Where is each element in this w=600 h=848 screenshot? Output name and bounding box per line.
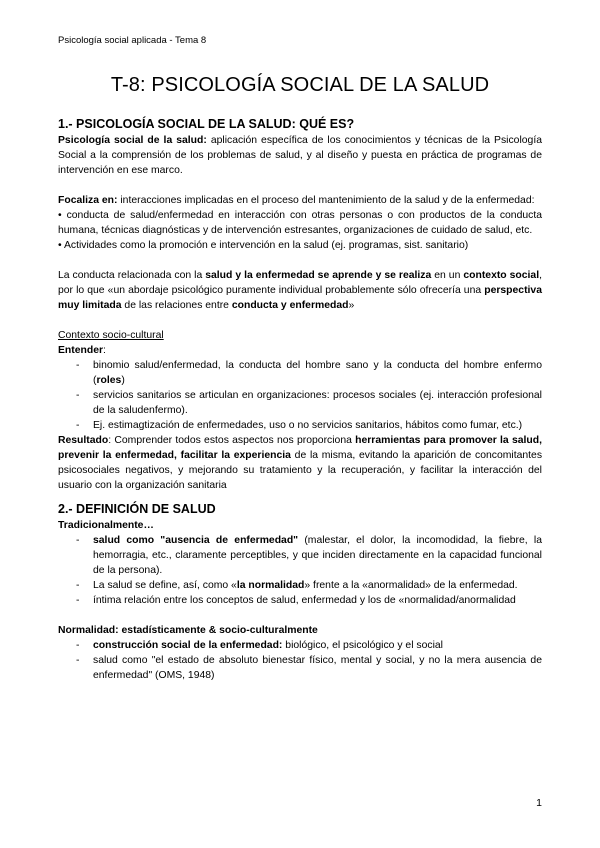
list-item <box>58 388 542 418</box>
dash-marker: - <box>76 655 80 666</box>
resultado-text-1: : Comprender todos estos aspectos nos proporciona <box>108 435 356 446</box>
focaliza-term: Focaliza en: <box>58 195 118 206</box>
list-item-text: salud como "el estado de absoluto bienestar físico, mental y social, y no la mera ausencia de enfermedad" (OMS, 1948) <box>93 655 542 681</box>
dash-marker: - <box>76 580 80 591</box>
list-item-text: biológico, el psicológico y el social <box>282 640 443 651</box>
conducta-bold-1: salud y la enfermedad se aprende y se realiza <box>205 270 432 281</box>
section-1-heading: 1.- PSICOLOGÍA SOCIAL DE LA SALUD: QUÉ ES? <box>58 117 355 131</box>
dash-marker: - <box>76 360 80 371</box>
list-item-bold: salud como "ausencia de enfermedad" <box>93 535 299 546</box>
dash-marker: - <box>76 390 80 401</box>
entender-list <box>58 358 542 433</box>
conducta-bold-3: perspectiva muy limitada <box>58 285 542 311</box>
list-item-text: La salud se define, así, como « <box>93 580 237 591</box>
list-item <box>58 638 542 653</box>
focaliza-paragraph <box>58 193 542 208</box>
conducta-text-1: La conducta relacionada con la <box>58 270 206 281</box>
conducta-text-2: en un <box>431 270 464 281</box>
list-item-text: íntima relación entre los conceptos de salud, enfermedad y los de «normalidad/anormalidad <box>93 595 516 606</box>
list-item-text: binomio salud/enfermedad, la conducta del hombre sano y la conducta del hombre enfermo ( <box>93 360 542 386</box>
conducta-bold-4: conducta y enfermedad <box>231 300 349 311</box>
list-item-text: (malestar, el dolor, la incomodidad, la fiebre, la hemorragia, etc., claramente perceptibles, y que inciden directamente en la capacidad funcional de la persona). <box>93 535 542 576</box>
conducta-paragraph <box>58 268 542 313</box>
conducta-text-5: » <box>348 300 355 311</box>
resultado-term: Resultado <box>58 435 109 446</box>
normalidad-term: Normalidad: estadísticamente & socio-culturalmente <box>58 625 318 636</box>
entender-label <box>58 343 542 358</box>
tradicionalmente-list <box>58 533 542 608</box>
entender-colon: : <box>103 345 106 356</box>
dash-marker: - <box>76 595 80 606</box>
running-header: Psicología social aplicada - Tema 8 <box>58 35 207 46</box>
document-body <box>58 116 542 683</box>
contexto-heading: Contexto socio-cultural <box>58 330 164 341</box>
list-item-bold: roles <box>96 375 122 386</box>
tradicionalmente-heading <box>58 518 542 533</box>
conducta-text-4: de las relaciones entre <box>121 300 232 311</box>
list-item <box>58 533 542 578</box>
resultado-bold-1: herramientas para promover la salud, prevenir la enfermedad, facilitar la experiencia <box>58 435 542 461</box>
dash-marker: - <box>76 420 80 431</box>
focaliza-text: interacciones implicadas en el proceso del mantenimiento de la salud y de la enfermedad: <box>117 195 535 206</box>
focaliza-bullet-2: • Actividades como la promoción e intervención en la salud (ej. programas, sist. sanitario) <box>58 240 469 251</box>
entender-term: Entender <box>58 345 104 356</box>
list-item <box>58 358 542 388</box>
list-item <box>58 593 542 608</box>
list-item-text: servicios sanitarios se articulan en organizaciones: procesos sociales (ej. interacción profesional de la saludenfermo). <box>93 390 542 416</box>
list-item-text: Ej. estimagtización de enfermedades, uso o no servicios sanitarios, hábitos como fumar, etc.) <box>93 420 523 431</box>
resultado-paragraph <box>58 433 542 493</box>
list-item <box>58 653 542 683</box>
definition-paragraph <box>58 133 542 178</box>
list-item-bold: la normalidad <box>236 580 305 591</box>
conducta-text-3: , por lo que «un abordaje psicológico puramente individual probablemente sólo ofrecería una <box>58 270 542 296</box>
focaliza-bullet-1: • conducta de salud/enfermedad en interacción con otras personas o con productos de la conducta humana, técnicas diagnósticas y de intervención estresantes, organizaciones de cuidado de salud, etc. <box>58 210 542 236</box>
list-item-text: ) <box>121 375 125 386</box>
list-item-text: » frente a la «anormalidad» de la enfermedad. <box>304 580 518 591</box>
definition-text: aplicación específica de los conocimientos y técnicas de la Psicología Social a la comprensión de los problemas de salud, y al diseño y puesta en práctica de programas de intervención en ese marco. <box>58 135 542 176</box>
list-item <box>58 578 542 593</box>
list-item-bold: construcción social de la enfermedad: <box>93 640 283 651</box>
tradicionalmente-term: Tradicionalmente… <box>58 520 154 531</box>
normalidad-heading <box>58 623 542 638</box>
page-title: T-8: PSICOLOGÍA SOCIAL DE LA SALUD <box>110 74 490 96</box>
dash-marker: - <box>76 535 80 546</box>
definition-term: Psicología social de la salud: <box>58 135 207 146</box>
section-2-heading: 2.- DEFINICIÓN DE SALUD <box>58 502 216 516</box>
normalidad-list <box>58 638 542 683</box>
dash-marker: - <box>76 640 80 651</box>
page-number: 1 <box>536 797 542 809</box>
resultado-text-2: de la misma, evitando la aparición de concomitantes psicosociales negativos, y mejorando su tratamiento y la recuperación, y facilitar la interacción del usuario con la organización sanitaria <box>58 450 543 491</box>
list-item <box>58 418 542 433</box>
conducta-bold-2: contexto social <box>463 270 540 281</box>
